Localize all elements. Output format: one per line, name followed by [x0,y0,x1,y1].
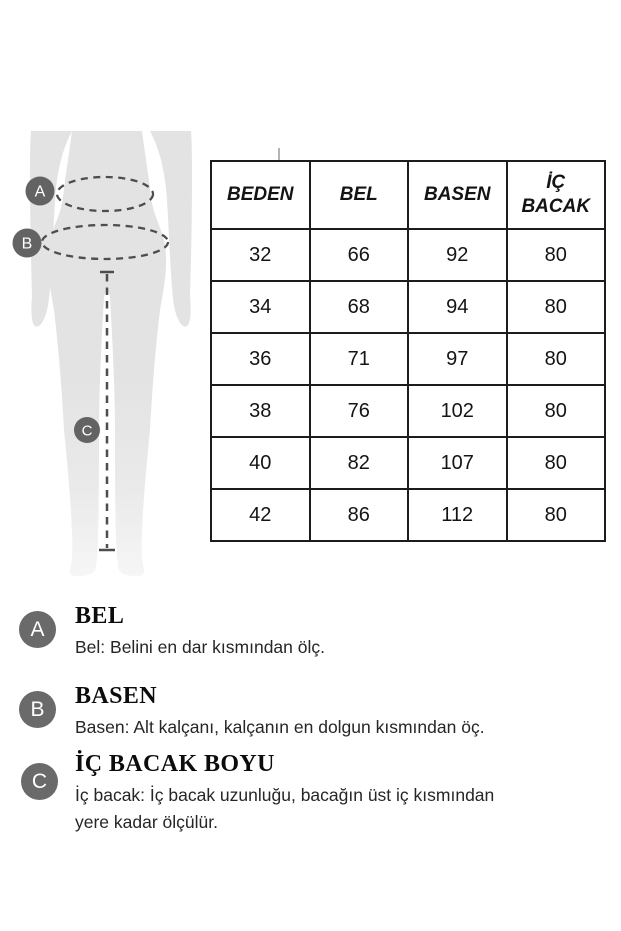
figure-marker-a [26,177,55,206]
table-cell: 80 [507,437,606,489]
legend-badge-b-label: B [30,697,45,721]
figure-marker-b [13,229,42,258]
legend-desc-ic-bacak: İç bacak: İç bacak uzunluğu, bacağın üst iç kısmından yere kadar ölçülür. [75,785,495,832]
table-cell: 97 [408,333,507,385]
legend-badge-b [19,691,56,728]
table-row [211,229,605,281]
table-cell: 80 [507,281,606,333]
legend-badge-c-label: C [31,769,48,793]
table-cell: 107 [408,437,507,489]
table-cell: 82 [310,437,409,489]
size-table-body [211,229,605,541]
legend-desc-basen: Basen: Alt kalçanı, kalçanın en dolgun kısmından öç. [75,717,485,737]
table-cell: 36 [211,333,310,385]
header-row [211,161,605,229]
table-cell: 92 [408,229,507,281]
figure-marker-c-label: C [81,422,93,440]
table-row [211,437,605,489]
table-cell: 40 [211,437,310,489]
figure-marker-b-label: B [21,235,33,253]
table-cell: 80 [507,229,606,281]
table-row [211,489,605,541]
table-cell: 66 [310,229,409,281]
table-cell: 42 [211,489,310,541]
column-header-beden: BEDEN [211,161,310,229]
legend-title-basen: BASEN [75,683,158,709]
table-top-tick [278,148,280,160]
size-table-header [211,161,605,229]
figure-marker-a-label: A [34,183,46,201]
table-cell: 80 [507,489,606,541]
table-cell: 102 [408,385,507,437]
table-cell: 71 [310,333,409,385]
table-cell: 112 [408,489,507,541]
figure-marker-c [74,417,100,443]
column-header-ic-bacak: İÇ BACAK [507,161,606,229]
table-row [211,281,605,333]
table-cell: 34 [211,281,310,333]
table-row [211,385,605,437]
table-cell: 32 [211,229,310,281]
column-header-basen: BASEN [408,161,507,229]
table-cell: 86 [310,489,409,541]
column-header-bel: BEL [310,161,409,229]
legend-title-ic-bacak-boyu: İÇ BACAK BOYU [75,751,275,777]
body-measurement-diagram [10,125,210,585]
legend-badge-a [19,611,56,648]
table-cell: 76 [310,385,409,437]
table-cell: 80 [507,333,606,385]
table-cell: 94 [408,281,507,333]
legend-title-bel: BEL [75,603,125,629]
table-cell: 80 [507,385,606,437]
table-row [211,333,605,385]
table-cell: 68 [310,281,409,333]
table-cell: 38 [211,385,310,437]
legend-desc-bel: Bel: Belini en dar kısmından ölç. [75,637,325,657]
size-table [210,160,606,542]
legend-badge-c [21,763,58,800]
legend-badge-a-label: A [30,617,45,641]
